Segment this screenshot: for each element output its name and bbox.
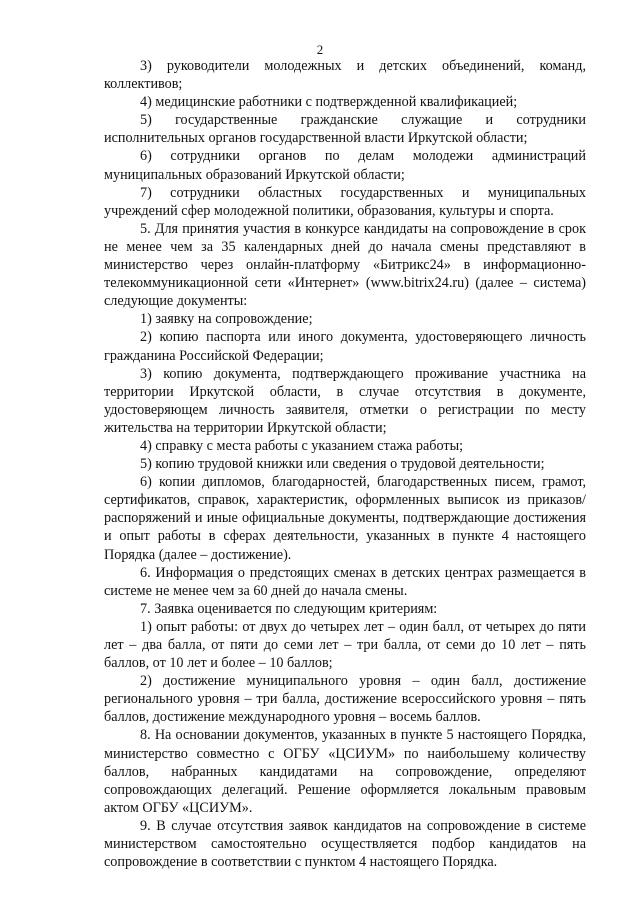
- paragraph-item-7-institution-staff: 7) сотрудники областных государственных и муниципальных учреждений сфер молодежной политики, образования, культуры и спорта.: [104, 184, 586, 219]
- paragraph-doc-6-achievements: 6) копии дипломов, благодарностей, благодарственных писем, грамот, сертификатов, справок, характеристик, оформленных выписок из приказов/распоряжений и иные официальные документы, подтверждающие достижения и опыт работы в сферах деятельности, указанных в пункте 4 настоящего Порядка (далее – достижение).: [104, 474, 586, 563]
- paragraph-clause-5-documents: 5. Для принятия участия в конкурсе кандидаты на сопровождение в срок не менее чем за 35 календарных дней до начала смены представляют в министерство через онлайн-платформу «Битрикс24» в информационно-телекоммуникационной сети «Интернет» (www.bitrix24.ru) (далее – система) следующие документы:: [104, 220, 586, 310]
- paragraph-clause-8-selection: 8. На основании документов, указанных в пункте 5 настоящего Порядка, министерство совместно с ОГБУ «ЦСИУМ» по наибольшему количеству баллов, набранных кандидатами на сопровождение, определяют сопровождающих делегаций. Решение оформляется локальным правовым актом ОГБУ «ЦСИУМ».: [104, 727, 586, 816]
- paragraph-doc-4-work-certificate: 4) справку с места работы с указанием стажа работы;: [140, 437, 464, 454]
- paragraph-item-4-medical-workers: 4) медицинские работники с подтвержденной квалификацией;: [140, 94, 518, 111]
- paragraph-criterion-2-achievement-level: 2) достижение муниципального уровня – один балл, достижение регионального уровня – три балла, достижение всероссийского уровня – пять баллов, достижение международного уровня – восемь баллов.: [104, 673, 586, 726]
- paragraph-item-5-civil-servants: 5) государственные гражданские служащие и сотрудники исполнительных органов государственной власти Иркутской области;: [104, 112, 586, 147]
- paragraph-clause-6-shift-info: 6. Информация о предстоящих сменах в детских центрах размещается в системе не менее чем за 60 дней до начала смены.: [104, 564, 586, 599]
- paragraph-doc-3-residence: 3) копию документа, подтверждающего проживание участника на территории Иркутской области, в случае отсутствия в документе, удостоверяющем личность заявителя, отметки о регистрации по месту жительства на территории Иркутской области;: [104, 365, 586, 436]
- paragraph-clause-9-no-applications: 9. В случае отсутствия заявок кандидатов на сопровождение в системе министерством самостоятельно осуществляется подбор кандидатов на сопровождение в соответствии с пунктом 4 настоящего Порядка.: [104, 817, 586, 871]
- page-number: 2: [316, 42, 324, 57]
- paragraph-item-6-youth-affairs-staff: 6) сотрудники органов по делам молодежи администраций муниципальных образований Иркутской области;: [104, 148, 586, 183]
- paragraph-doc-2-passport: 2) копию паспорта или иного документа, удостоверяющего личность гражданина Российской Федерации;: [104, 329, 586, 364]
- paragraph-criterion-1-experience: 1) опыт работы: от двух до четырех лет – один балл, от четырех до пяти лет – два балла, от пяти до семи лет – три балла, от семи до 10 лет – пять баллов, от 10 лет и более – 10 баллов;: [104, 618, 586, 672]
- paragraph-clause-7-criteria: 7. Заявка оценивается по следующим критериям:: [140, 600, 438, 617]
- paragraph-item-3-youth-leaders: 3) руководители молодежных и детских объединений, команд, коллективов;: [104, 58, 586, 93]
- paragraph-doc-1-application: 1) заявку на сопровождение;: [140, 311, 313, 328]
- document-body: [104, 57, 586, 871]
- paragraph-doc-5-employment-record: 5) копию трудовой книжки или сведения о трудовой деятельности;: [140, 456, 545, 473]
